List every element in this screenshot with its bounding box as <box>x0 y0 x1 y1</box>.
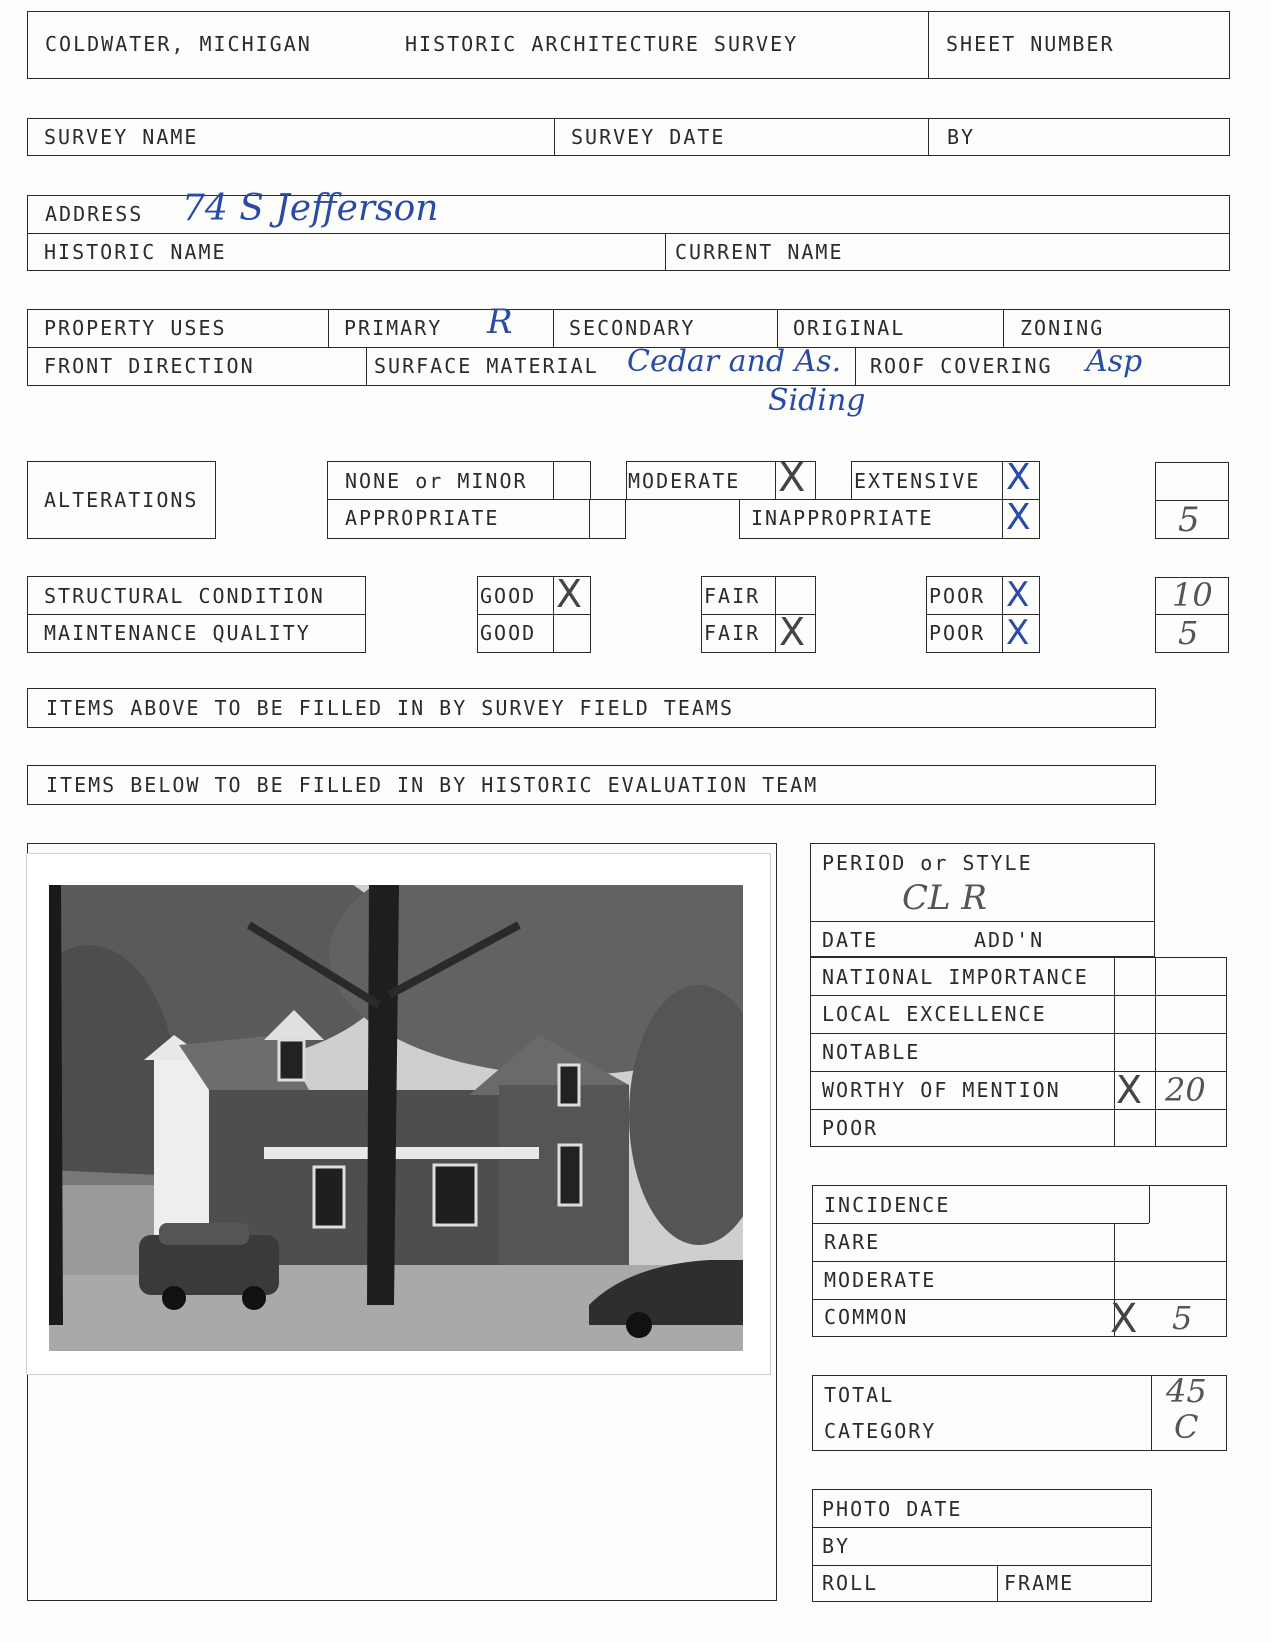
original-label: ORIGINAL <box>793 316 906 340</box>
none-or-minor-label: NONE or MINOR <box>345 469 528 493</box>
alterations-score: 5 <box>1178 500 1200 540</box>
roof-covering-value: Asp <box>1086 344 1143 379</box>
structural-fair-label: FAIR <box>704 584 761 608</box>
maintenance-poor-label: POOR <box>929 621 986 645</box>
worthy-score: 20 <box>1165 1071 1206 1109</box>
eval-poor-label: POOR <box>822 1116 879 1140</box>
address-label: ADDRESS <box>45 202 144 226</box>
maintenance-poor-check: X <box>1006 613 1030 653</box>
zoning-label: ZONING <box>1020 316 1105 340</box>
common-label: COMMON <box>824 1305 909 1329</box>
house-photo <box>49 885 743 1351</box>
maintenance-fair-check: X <box>779 610 806 654</box>
frame-label: FRAME <box>1004 1571 1075 1595</box>
extensive-check: X <box>1006 457 1031 498</box>
roof-covering-label: ROOF COVERING <box>870 354 1053 378</box>
structural-poor-check: X <box>1006 575 1030 615</box>
current-name-label: CURRENT NAME <box>675 240 844 264</box>
structural-good-check: X <box>556 572 583 616</box>
extensive-label: EXTENSIVE <box>854 469 981 493</box>
inappropriate-check: X <box>1006 497 1031 538</box>
structural-condition-label: STRUCTURAL CONDITION <box>44 584 325 608</box>
total-label: TOTAL <box>824 1383 895 1407</box>
rare-label: RARE <box>824 1230 881 1254</box>
structural-good-label: GOOD <box>480 584 537 608</box>
inappropriate-label: INAPPROPRIATE <box>751 506 934 530</box>
maintenance-fair-label: FAIR <box>704 621 761 645</box>
historic-name-label: HISTORIC NAME <box>44 240 227 264</box>
moderate-check: X <box>778 455 806 501</box>
date-label: DATE <box>822 928 879 952</box>
worthy-check: X <box>1116 1068 1143 1112</box>
survey-name-label: SURVEY NAME <box>44 125 199 149</box>
secondary-label: SECONDARY <box>569 316 696 340</box>
appropriate-label: APPROPRIATE <box>345 506 500 530</box>
front-direction-label: FRONT DIRECTION <box>44 354 255 378</box>
primary-value: R <box>487 302 513 342</box>
note-below: ITEMS BELOW TO BE FILLED IN BY HISTORIC EVALUATION TEAM <box>46 773 819 797</box>
primary-label: PRIMARY <box>344 316 443 340</box>
addn-label: ADD'N <box>974 928 1045 952</box>
common-check: X <box>1110 1296 1138 1342</box>
property-uses-label: PROPERTY USES <box>44 316 227 340</box>
incidence-label: INCIDENCE <box>824 1193 951 1217</box>
survey-by-label: BY <box>947 125 976 149</box>
category-value: C <box>1174 1408 1199 1446</box>
alterations-label: ALTERATIONS <box>44 488 199 512</box>
surface-material-value: Cedar and As. <box>627 344 842 379</box>
incidence-moderate-label: MODERATE <box>824 1268 937 1292</box>
address-value: 74 S Jefferson <box>182 188 439 229</box>
period-value: CL R <box>902 878 987 918</box>
survey-title: HISTORIC ARCHITECTURE SURVEY <box>405 32 799 56</box>
structural-score: 10 <box>1172 576 1213 614</box>
worthy-of-mention-label: WORTHY OF MENTION <box>822 1078 1061 1102</box>
maintenance-score: 5 <box>1178 614 1199 652</box>
photo-by-label: BY <box>822 1534 851 1558</box>
survey-date-label: SURVEY DATE <box>571 125 726 149</box>
note-above: ITEMS ABOVE TO BE FILLED IN BY SURVEY FIELD TEAMS <box>46 696 735 720</box>
local-excellence-label: LOCAL EXCELLENCE <box>822 1002 1047 1026</box>
city-label: COLDWATER, MICHIGAN <box>45 32 312 56</box>
surface-material-value-line2: Siding <box>768 383 866 418</box>
sheet-number-label: SHEET NUMBER <box>946 32 1115 56</box>
surface-material-label: SURFACE MATERIAL <box>374 354 599 378</box>
photo-date-label: PHOTO DATE <box>822 1497 963 1521</box>
notable-label: NOTABLE <box>822 1040 921 1064</box>
maintenance-quality-label: MAINTENANCE QUALITY <box>44 621 311 645</box>
roll-label: ROLL <box>822 1571 879 1595</box>
moderate-label: MODERATE <box>628 469 741 493</box>
total-value: 45 <box>1166 1372 1207 1410</box>
maintenance-good-label: GOOD <box>480 621 537 645</box>
national-importance-label: NATIONAL IMPORTANCE <box>822 965 1089 989</box>
structural-poor-label: POOR <box>929 584 986 608</box>
period-label: PERIOD or STYLE <box>822 851 1033 875</box>
category-label: CATEGORY <box>824 1419 937 1443</box>
common-score: 5 <box>1172 1299 1193 1337</box>
